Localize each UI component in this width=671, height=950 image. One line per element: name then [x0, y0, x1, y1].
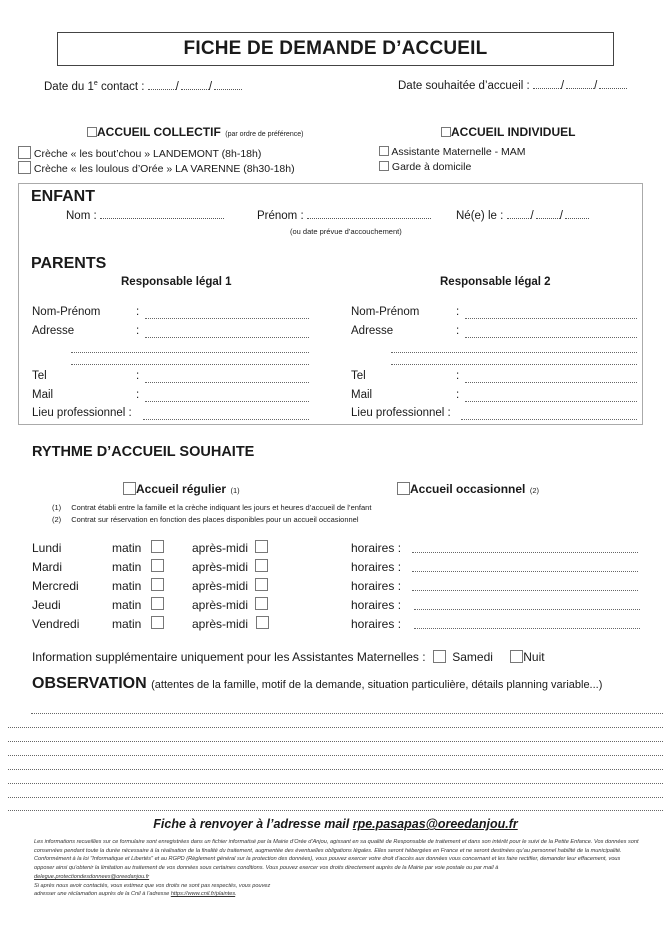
responsable-1-title: Responsable légal 1	[121, 276, 232, 288]
day-blank[interactable]	[533, 87, 561, 89]
afternoon-label: après-midi	[192, 579, 249, 593]
r1-nom-prenom-input[interactable]	[145, 318, 309, 319]
hours-label: horaires :	[351, 579, 402, 593]
r2-nom-prenom-label: Nom-Prénom	[351, 306, 420, 318]
r1-lieu-pro-label: Lieu professionnel :	[32, 407, 132, 419]
r1-adresse-line-3[interactable]	[71, 364, 309, 365]
legal-notice	[34, 838, 639, 899]
observation-line-4[interactable]	[8, 755, 663, 756]
nom-blank[interactable]	[100, 217, 224, 219]
checkbox[interactable]	[18, 146, 31, 159]
prenom-blank[interactable]	[307, 217, 431, 219]
month-blank[interactable]	[566, 87, 594, 89]
r1-adresse-label: Adresse	[32, 325, 75, 337]
month-blank[interactable]	[181, 88, 209, 90]
morning-label: matin	[112, 560, 142, 574]
r1-adresse-line-2[interactable]	[71, 352, 309, 353]
morning-checkbox[interactable]	[151, 578, 164, 591]
month-blank[interactable]	[536, 217, 560, 219]
accueil-collectif-label: ACCUEIL COLLECTIF	[97, 125, 221, 139]
afternoon-checkbox[interactable]	[255, 559, 268, 572]
child-birthdate-field[interactable]: Né(e) le : / /	[456, 210, 589, 222]
afternoon-label: après-midi	[192, 560, 249, 574]
samedi-checkbox[interactable]	[433, 650, 446, 663]
footnote-text: Contrat établi entre la famille et la crèche indiquant les jours et heures d’accueil de l’enfant	[71, 503, 372, 512]
r2-mail-label: Mail	[351, 389, 373, 401]
hours-input[interactable]	[414, 628, 640, 629]
period: .	[235, 891, 237, 898]
afternoon-label: après-midi	[192, 617, 249, 631]
desired-date-field[interactable]: Date souhaitée d’accueil : / /	[398, 80, 627, 92]
footnote-1	[52, 503, 371, 512]
r2-adresse-label: Adresse	[351, 325, 394, 337]
afternoon-checkbox[interactable]	[255, 540, 268, 553]
day-blank[interactable]	[507, 217, 531, 219]
r1-tel-input[interactable]	[145, 382, 309, 383]
creche-la-varenne-option[interactable]	[18, 161, 295, 175]
year-blank[interactable]	[214, 88, 242, 90]
r2-adresse-line-2[interactable]	[391, 352, 637, 353]
morning-label: matin	[112, 617, 142, 631]
accueil-regulier-option[interactable]	[123, 480, 240, 498]
assistante-maternelle-option[interactable]	[379, 146, 526, 158]
legal-paragraph-3: Si après nous avoir contactés, vous estimez que vos droits ne sont pas respectés, vous pouvez	[34, 882, 271, 889]
assmat-info-label: Information supplémentaire uniquement pour les Assistantes Maternelles :	[32, 650, 426, 664]
r1-tel-label: Tel	[32, 370, 47, 382]
hours-input[interactable]	[412, 590, 638, 591]
observation-line-5[interactable]	[8, 769, 663, 770]
morning-checkbox[interactable]	[151, 597, 164, 610]
afternoon-checkbox[interactable]	[255, 597, 268, 610]
footnote-ref-1: (1)	[230, 486, 240, 495]
accueil-individuel-option[interactable]	[441, 123, 575, 141]
responsable-2-title: Responsable légal 2	[440, 276, 551, 288]
accueil-occasionnel-label: Accueil occasionnel	[410, 482, 526, 496]
creche-la-varenne-label: Crèche « les loulous d’Orée » LA VARENNE (8h30-18h)	[33, 163, 295, 175]
checkbox[interactable]	[18, 161, 31, 174]
r2-adresse-input[interactable]	[465, 337, 637, 338]
nuit-checkbox[interactable]	[510, 650, 523, 663]
observation-line-7[interactable]	[8, 797, 663, 798]
afternoon-label: après-midi	[192, 598, 249, 612]
desired-date-label: Date souhaitée d’accueil :	[398, 80, 530, 92]
morning-label: matin	[112, 579, 142, 593]
r1-mail-label: Mail	[32, 389, 54, 401]
child-prenom-field[interactable]	[257, 210, 431, 222]
r1-mail-colon: :	[136, 389, 140, 401]
hours-input[interactable]	[414, 609, 640, 610]
r2-tel-colon: :	[456, 370, 460, 382]
preference-note: (par ordre de préférence)	[225, 131, 304, 138]
checkbox[interactable]	[87, 127, 97, 137]
accueil-collectif-option[interactable]	[87, 123, 303, 141]
day-blank[interactable]	[148, 88, 176, 90]
checkbox[interactable]	[441, 127, 451, 137]
footnote-number: (1)	[52, 503, 62, 512]
hours-label: horaires :	[351, 617, 402, 631]
legal-paragraph-4: adresser une réclamation auprès de la Cnil à l’adresse	[34, 891, 171, 898]
first-contact-label-suffix: contact :	[97, 80, 145, 93]
hours-input[interactable]	[412, 571, 638, 572]
child-nom-field[interactable]	[66, 210, 224, 222]
day-label: Mercredi	[32, 579, 79, 593]
observation-line-6[interactable]	[8, 783, 663, 784]
afternoon-checkbox[interactable]	[256, 616, 269, 629]
footnote-ref-2: (2)	[529, 486, 540, 495]
legal-paragraph-2: Conformément à la loi "Informatique et Libertés" et au RGPD (Règlement général sur la protection des données), vous pouvez exercer votre droit d’accès aux données vous concernant et les faire rectifier, demander leur effacement, vous opposer ainsi qu’obtenir la limitation au traitement de vos données sous certaines conditions. Vous pouvez exercer vos droits directement auprès de la Mairie par voie postale ou par mail à	[34, 856, 621, 872]
assistante-maternelle-label: Assistante Maternelle - MAM	[391, 146, 526, 158]
enfant-heading: ENFANT	[31, 188, 95, 205]
nuit-label: Nuit	[523, 650, 545, 664]
creche-landemont-option[interactable]	[18, 146, 261, 160]
form-title: FICHE DE DEMANDE D’ACCUEIL	[183, 38, 488, 59]
hours-label: horaires :	[351, 560, 402, 574]
first-contact-date-field[interactable]: Date du 1e contact : / /	[44, 80, 242, 93]
morning-checkbox[interactable]	[151, 559, 164, 572]
rythme-heading: RYTHME D’ACCUEIL SOUHAITE	[32, 444, 255, 460]
send-instruction	[0, 817, 671, 831]
checkbox[interactable]	[379, 146, 389, 156]
superscript: e	[93, 80, 98, 87]
hours-label: horaires :	[351, 598, 402, 612]
r2-tel-input[interactable]	[465, 382, 637, 383]
assmat-info-row	[32, 650, 545, 664]
r2-lieu-pro-label: Lieu professionnel :	[351, 407, 451, 419]
creche-landemont-label: Crèche « les bout’chou » LANDEMONT (8h-18h)	[33, 148, 262, 160]
hours-input[interactable]	[412, 552, 638, 553]
observation-line-8[interactable]	[8, 810, 663, 811]
checkbox[interactable]	[397, 482, 410, 495]
accueil-regulier-label: Accueil régulier	[136, 482, 227, 496]
send-label: Fiche à renvoyer à l’adresse mail	[153, 817, 353, 831]
r2-mail-input[interactable]	[465, 401, 637, 402]
checkbox[interactable]	[379, 161, 389, 171]
r2-adresse-line-3[interactable]	[391, 364, 637, 365]
morning-checkbox[interactable]	[151, 616, 164, 629]
r1-nom-prenom-label: Nom-Prénom	[32, 306, 101, 318]
form-title-box	[57, 32, 614, 66]
observation-heading: OBSERVATION	[32, 675, 147, 692]
day-label: Lundi	[32, 541, 62, 555]
year-blank[interactable]	[565, 217, 589, 219]
r2-adresse-colon: :	[456, 325, 460, 337]
r1-adresse-colon: :	[136, 325, 140, 337]
birth-note: (ou date prévue d’accouchement)	[290, 227, 402, 236]
footnote-number: (2)	[52, 515, 62, 524]
cnil-link[interactable]: https://www.cnil.fr/plaintes	[170, 891, 236, 898]
r2-mail-colon: :	[456, 389, 460, 401]
r1-tel-colon: :	[136, 370, 140, 382]
observation-header	[32, 675, 602, 693]
footnote-text: Contrat sur réservation en fonction des places disponibles pour un accueil occasionnel	[71, 515, 359, 524]
observation-line-2[interactable]	[8, 727, 663, 728]
r2-nom-prenom-colon: :	[456, 306, 460, 318]
send-email-link[interactable]: rpe.pasapas@oreedanjou.fr	[352, 817, 518, 831]
legal-paragraph-1: Les informations recueillies sur ce formulaire sont enregistrées dans un fichier informatisé par la Mairie d’Orée d’Anjou, agissant en sa qualité de Responsable de traitement et dans son intérêt pour le suivi de la Petite Enfance. Vos données sont conservées pendant toute la durée nécessaire à la réalisation de la finalité du traitement, augmentée des éventuelles obligations légales. Elles seront hébergées en France et ne seront destinées qu’au personnel habilité de la municipalité.	[34, 839, 639, 854]
afternoon-checkbox[interactable]	[255, 578, 268, 591]
observation-line-3[interactable]	[8, 741, 663, 742]
first-contact-label: Date du 1	[44, 80, 94, 93]
day-label: Jeudi	[32, 598, 61, 612]
morning-checkbox[interactable]	[151, 540, 164, 553]
nom-label: Nom :	[66, 210, 97, 222]
prenom-label: Prénom :	[257, 210, 304, 222]
checkbox[interactable]	[123, 482, 136, 495]
r1-lieu-pro-input[interactable]	[143, 419, 309, 420]
r1-mail-input[interactable]	[145, 401, 309, 402]
morning-label: matin	[112, 598, 142, 612]
dpo-email-link[interactable]: delegue.protectiondesdonnees@oreedanjou.fr	[34, 873, 150, 880]
r1-adresse-input[interactable]	[145, 337, 309, 338]
morning-label: matin	[112, 541, 142, 555]
r2-nom-prenom-input[interactable]	[465, 318, 637, 319]
r1-nom-prenom-colon: :	[136, 306, 140, 318]
parents-heading: PARENTS	[31, 255, 107, 272]
year-blank[interactable]	[599, 87, 627, 89]
samedi-label: Samedi	[452, 650, 493, 664]
garde-domicile-label: Garde à domicile	[391, 161, 472, 173]
afternoon-label: après-midi	[192, 541, 249, 555]
accueil-individuel-label: ACCUEIL INDIVIDUEL	[451, 125, 576, 139]
r2-lieu-pro-input[interactable]	[461, 419, 637, 420]
observation-line-1[interactable]	[31, 713, 663, 714]
footnote-2	[52, 515, 359, 524]
day-label: Mardi	[32, 560, 63, 574]
ne-le-label: Né(e) le :	[456, 210, 504, 222]
observation-subtitle: (attentes de la famille, motif de la demande, situation particulière, détails planning variable...)	[151, 679, 603, 691]
garde-domicile-option[interactable]	[379, 161, 471, 173]
r2-tel-label: Tel	[351, 370, 366, 382]
accueil-occasionnel-option[interactable]	[397, 480, 539, 498]
day-label: Vendredi	[32, 617, 80, 631]
hours-label: horaires :	[351, 541, 402, 555]
